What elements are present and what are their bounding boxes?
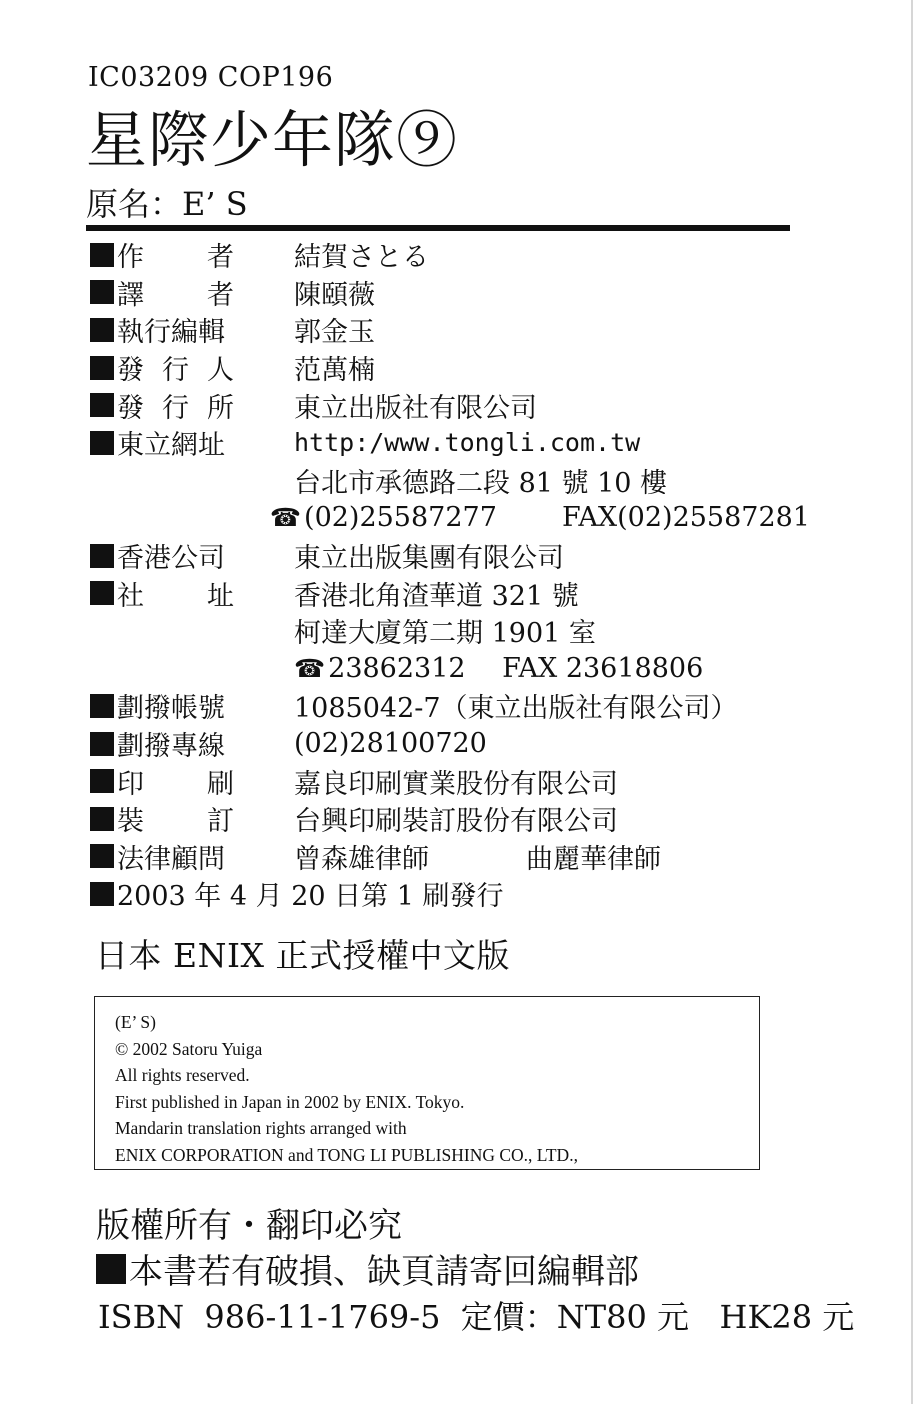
credit-value: 郭金玉 xyxy=(294,317,375,349)
credit-value: (02)28100720 xyxy=(294,728,487,760)
telephone-icon: ☎ xyxy=(294,653,326,683)
credit-value: 結賀さとる xyxy=(294,242,429,274)
credit-label: 東立網址 xyxy=(117,430,225,462)
credit-row-author xyxy=(90,236,810,274)
credit-label: 劃撥帳號 xyxy=(117,693,225,725)
credit-row-hk-address-2 xyxy=(90,612,810,650)
bullet-square xyxy=(90,769,114,793)
credit-label: 譯 者 xyxy=(117,279,234,311)
copyright-line: ENIX CORPORATION and TONG LI PUBLISHING CO., LTD., xyxy=(115,1144,578,1165)
credit-label: 發 行 人 xyxy=(117,355,234,387)
credit-row-publisher xyxy=(90,349,810,387)
copyright-line: (E’ S) xyxy=(115,1012,156,1032)
bullet-square xyxy=(90,581,114,605)
credit-row-publishing-house xyxy=(90,386,810,424)
phone-number: 23862312 xyxy=(328,652,466,684)
phone-number: (02)25587277 xyxy=(304,502,497,534)
credit-label: 執行編輯 xyxy=(117,317,225,349)
credit-value: 台北市承德路二段 81 號 10 樓 xyxy=(294,467,668,499)
bullet-square xyxy=(90,844,114,868)
authorization-statement: 日本 ENIX 正式授權中文版 xyxy=(95,936,510,975)
copyright-line: First published in Japan in 2002 by ENIX. Tokyo. xyxy=(115,1091,465,1112)
title-divider xyxy=(86,225,790,231)
original-title: 原名：E’ S xyxy=(86,185,248,223)
credit-value: 柯達大廈第二期 1901 室 xyxy=(294,618,596,650)
bullet-square xyxy=(90,280,114,304)
bullet-square xyxy=(90,243,114,267)
credit-label: 裝 訂 xyxy=(117,806,234,838)
lawyer-name: 曲麗華律師 xyxy=(526,843,661,875)
credit-row-legal xyxy=(90,838,810,876)
credit-value: 香港北角渣華道 321 號 xyxy=(294,580,579,612)
bullet-square xyxy=(96,1254,126,1284)
credit-value: 范萬楠 xyxy=(294,355,375,387)
bullet-square xyxy=(90,732,114,756)
credit-row-address-tw xyxy=(90,462,810,500)
damage-notice-row xyxy=(96,1244,639,1293)
credits-list xyxy=(90,236,810,913)
copyright-line: All rights reserved. xyxy=(115,1065,250,1086)
credit-label: 作 者 xyxy=(117,242,234,274)
credit-label: 香港公司 xyxy=(117,543,225,575)
print-date-row xyxy=(90,875,810,913)
credit-row-website xyxy=(90,424,810,462)
website-url: http:/www.tongli.com.tw xyxy=(294,428,641,458)
bullet-square xyxy=(90,356,114,380)
bullet-square xyxy=(90,431,114,455)
credit-value: 東立出版社有限公司 xyxy=(294,392,537,424)
credit-value: 1085042-7（東立出版社有限公司） xyxy=(294,693,738,725)
credit-row-postal-hotline xyxy=(90,725,810,763)
credit-value: 陳頤薇 xyxy=(294,279,375,311)
print-date: 2003 年 4 月 20 日第 1 刷發行 xyxy=(117,881,504,913)
credit-value: 嘉良印刷實業股份有限公司 xyxy=(294,768,618,800)
credit-row-hk-company xyxy=(90,537,810,575)
bullet-square xyxy=(90,318,114,342)
bullet-square xyxy=(90,694,114,718)
credit-label: 劃撥專線 xyxy=(117,731,225,763)
credit-row-phone-tw xyxy=(90,499,810,537)
copyright-box xyxy=(94,996,760,1170)
book-title: 星際少年隊⑨ xyxy=(86,105,459,176)
credit-value: 台興印刷裝訂股份有限公司 xyxy=(294,806,618,838)
copyright-line: © 2002 Satoru Yuiga xyxy=(115,1038,263,1059)
bullet-square xyxy=(90,882,114,906)
credit-label: 社 址 xyxy=(117,580,234,612)
bullet-square xyxy=(90,544,114,568)
catalog-code: IC03209 COP196 xyxy=(88,62,334,93)
credit-row-postal-account xyxy=(90,687,810,725)
damage-notice: 本書若有破損、缺頁請寄回編輯部 xyxy=(129,1252,639,1292)
bullet-square xyxy=(90,807,114,831)
credit-row-hk-address xyxy=(90,574,810,612)
credit-label: 印 刷 xyxy=(117,768,234,800)
credit-value: 東立出版集團有限公司 xyxy=(294,543,564,575)
credit-row-translator xyxy=(90,274,810,312)
bullet-square xyxy=(90,393,114,417)
credit-label: 發 行 所 xyxy=(117,392,234,424)
credit-label: 法律顧問 xyxy=(117,843,225,875)
fax-number: FAX 23618806 xyxy=(502,652,704,684)
credit-row-editor xyxy=(90,311,810,349)
isbn-price: ISBN 986-11-1769-5 定價：NT80 元 HK28 元 xyxy=(98,1298,855,1336)
credit-row-binding xyxy=(90,800,810,838)
lawyer-name: 曾森雄律師 xyxy=(294,843,429,875)
credit-row-printing xyxy=(90,762,810,800)
rights-reserved: 版權所有・翻印必究 xyxy=(96,1206,402,1246)
telephone-icon: ☎ xyxy=(269,503,302,533)
copyright-line: Mandarin translation rights arranged with xyxy=(115,1118,407,1139)
credit-row-phone-hk xyxy=(90,650,810,688)
fax-number: FAX(02)25587281 xyxy=(562,502,810,534)
